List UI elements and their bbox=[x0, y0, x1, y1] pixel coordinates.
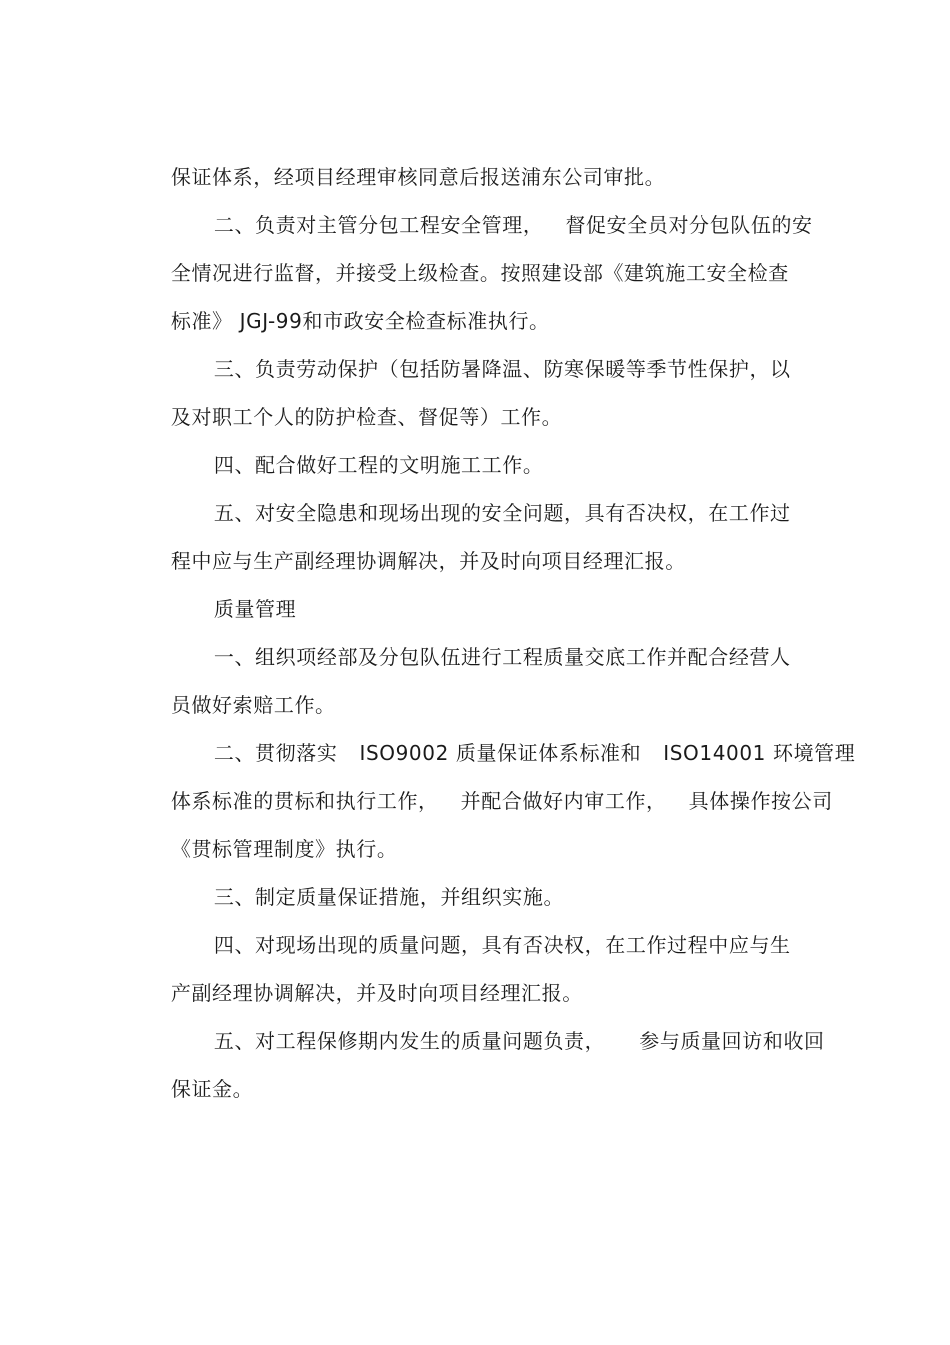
line-text: 四、配合做好工程的文明施工工作。 bbox=[213, 453, 544, 477]
line-text: 并配合做好内审工作， bbox=[460, 789, 667, 813]
line-text: 五、对安全隐患和现场出现的安全问题，具有否决权，在工作过 bbox=[213, 501, 791, 525]
text-line bbox=[143, 1044, 254, 1101]
line-text: 员做好索赔工作。 bbox=[170, 693, 336, 717]
line-text: 二、贯彻落实 bbox=[213, 741, 338, 765]
text-line bbox=[186, 900, 791, 957]
line-text: 三、制定质量保证措施，并组织实施。 bbox=[213, 885, 565, 909]
line-text: 产副经理协调解决，并及时向项目经理汇报。 bbox=[170, 981, 583, 1005]
line-text: 四、对现场出现的质量问题，具有否决权，在工作过程中应与生 bbox=[213, 933, 791, 957]
text-line bbox=[186, 852, 565, 909]
line-text: 全情况进行监督，并接受上级检查。按照建设部《建筑施工安全检查 bbox=[170, 261, 789, 285]
text-line bbox=[143, 276, 550, 333]
text-line bbox=[186, 420, 544, 477]
text-line bbox=[143, 228, 789, 285]
line-text: 督促安全员对分包队伍的安 bbox=[565, 213, 813, 237]
line-text: 《贯标管理制度》执行。 bbox=[170, 837, 398, 861]
text-line bbox=[186, 612, 791, 669]
line-text: 保证体系，经项目经理审核同意后报送浦东公司审批。 bbox=[170, 165, 666, 189]
text-line bbox=[186, 180, 813, 237]
text-line bbox=[143, 948, 583, 1005]
line-text: 具体操作按公司 bbox=[688, 789, 833, 813]
line-text: 五、对工程保修期内发生的质量问题负责， bbox=[213, 1029, 606, 1053]
section-heading bbox=[186, 564, 297, 621]
line-text: 及对职工个人的防护检查、督促等）工作。 bbox=[170, 405, 563, 429]
text-line bbox=[186, 996, 825, 1053]
line-text: 程中应与生产副经理协调解决，并及时向项目经理汇报。 bbox=[170, 549, 686, 573]
line-text: ISO14001 环境管理 bbox=[663, 741, 856, 765]
line-text: 三、负责劳动保护（包括防暑降温、防寒保暖等季节性保护，以 bbox=[213, 357, 791, 381]
line-text: 标准》 JGJ-99和市政安全检查标准执行。 bbox=[170, 309, 550, 333]
text-line bbox=[143, 372, 563, 429]
line-text: 质量管理 bbox=[213, 597, 297, 621]
line-text: 体系标准的贯标和执行工作， bbox=[170, 789, 439, 813]
text-line bbox=[186, 324, 791, 381]
line-text: 参与质量回访和收回 bbox=[639, 1029, 825, 1053]
line-text: 二、负责对主管分包工程安全管理， bbox=[213, 213, 544, 237]
text-line bbox=[186, 708, 856, 765]
text-line bbox=[143, 756, 833, 813]
text-line bbox=[143, 804, 398, 861]
text-line bbox=[143, 132, 666, 189]
text-line bbox=[186, 468, 791, 525]
line-text: 保证金。 bbox=[170, 1077, 254, 1101]
text-line bbox=[143, 516, 686, 573]
line-text: 一、组织项经部及分包队伍进行工程质量交底工作并配合经营人 bbox=[213, 645, 791, 669]
line-text: ISO9002 质量保证体系标准和 bbox=[359, 741, 642, 765]
text-line bbox=[143, 660, 336, 717]
